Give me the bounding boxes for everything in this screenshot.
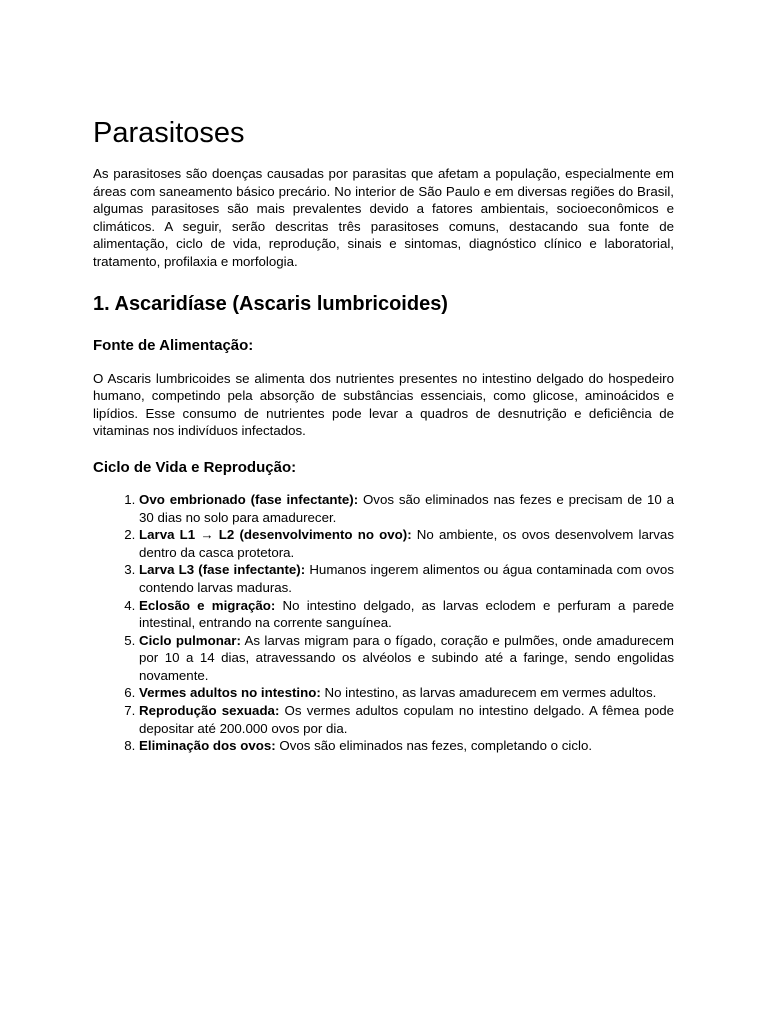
- step-term: Larva L3 (fase infectante):: [139, 562, 306, 578]
- document-title: Parasitoses: [93, 117, 245, 149]
- list-item: [139, 702, 674, 737]
- list-item: [139, 561, 674, 596]
- step-text: As larvas migram para o fígado, coração e pulmões, onde amadurecem por 10 a 14 dias, atravessando os alvéolos e subindo até a faringe, sendo engolidas novamente.: [139, 632, 674, 683]
- intro-paragraph: As parasitoses são doenças causadas por parasitas que afetam a população, especialmente em áreas com saneamento básico precário. No interior de São Paulo e em diversas regiões do Brasil, algumas parasitoses são mais prevalentes devido a fatores ambientais, socioeconômicos e climáticos. A seguir, serão descritas três parasitoses comuns, destacando sua fonte de alimentação, ciclo de vida, reprodução, sinais e sintomas, diagnóstico clínico e laboratorial, tratamento, profilaxia e morfologia.: [93, 166, 674, 269]
- section-heading: 1. Ascaridíase (Ascaris lumbricoides): [93, 292, 448, 315]
- list-item: [139, 491, 674, 526]
- list-item: [139, 632, 674, 685]
- step-text: Humanos ingerem alimentos ou água contaminada com ovos contendo larvas maduras.: [139, 562, 674, 595]
- list-item: [139, 526, 674, 561]
- step-term: Ovo embrionado (fase infectante):: [139, 491, 359, 507]
- feeding-paragraph: O Ascaris lumbricoides se alimenta dos nutrientes presentes no intestino delgado do hospedeiro humano, competindo pela absorção de substâncias essenciais, como glicose, aminoácidos e lipídios. Esse consumo de nutrientes pode levar a quadros de desnutrição e deficiência de vitaminas nos indivíduos infectados.: [93, 370, 674, 439]
- step-term: Eliminação dos ovos:: [139, 738, 276, 754]
- step-term: Reprodução sexuada:: [139, 703, 280, 719]
- cycle-heading: Ciclo de Vida e Reprodução:: [93, 458, 297, 476]
- step-text: No ambiente, os ovos desenvolvem larvas dentro da casca protetora.: [139, 527, 674, 560]
- feeding-heading: Fonte de Alimentação:: [93, 336, 254, 354]
- section-ascaridiase: [93, 292, 674, 755]
- list-item: [139, 684, 674, 702]
- step-term: Eclosão e migração:: [139, 597, 276, 613]
- step-text: Ovos são eliminados nas fezes e precisam de 10 a 30 dias no solo para amadurecer.: [139, 491, 674, 525]
- step-term: Vermes adultos no intestino:: [139, 685, 321, 701]
- step-term: Ciclo pulmonar:: [139, 632, 241, 648]
- list-item: [139, 737, 674, 755]
- step-text: No intestino, as larvas amadurecem em vermes adultos.: [320, 685, 657, 701]
- step-text: No intestino delgado, as larvas eclodem e perfuram a parede intestinal, entrando na corrente sanguínea.: [139, 597, 674, 631]
- step-text: Os vermes adultos copulam no intestino delgado. A fêmea pode depositar até 200.000 ovos por dia.: [139, 703, 674, 736]
- step-text: Ovos são eliminados nas fezes, completando o ciclo.: [275, 738, 593, 754]
- list-item: [139, 597, 674, 632]
- step-term: Larva L1 → L2 (desenvolvimento no ovo):: [139, 527, 412, 543]
- cycle-steps-list: [93, 491, 674, 755]
